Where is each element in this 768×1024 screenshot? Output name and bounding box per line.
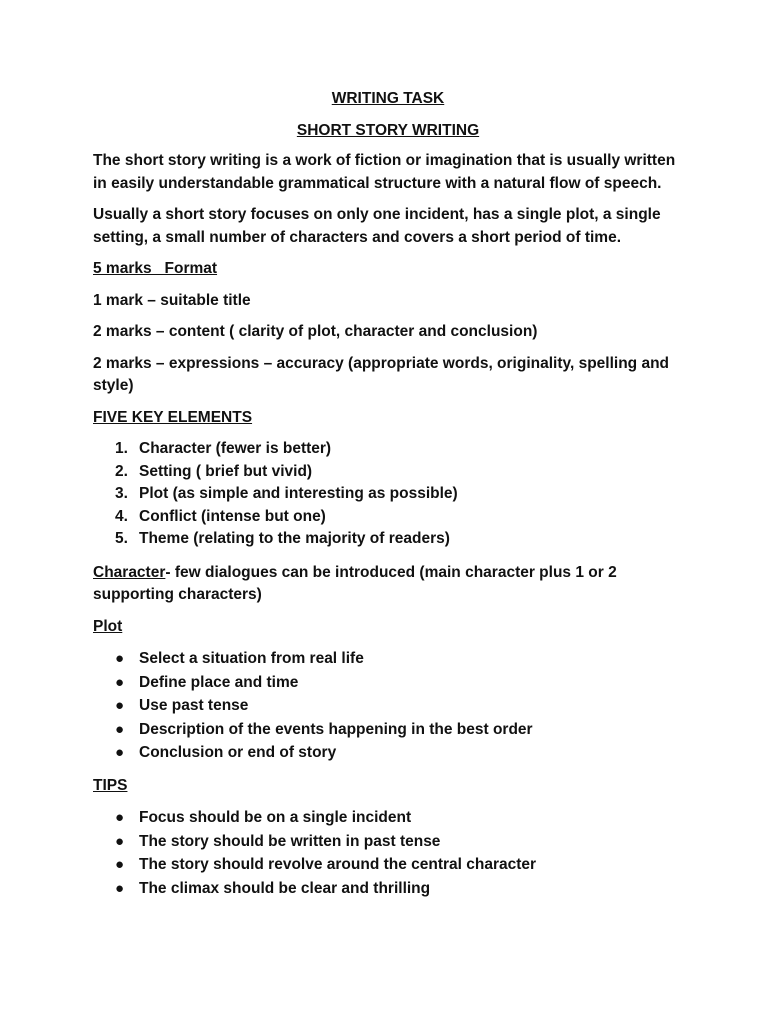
list-item-text: Select a situation from real life: [139, 650, 364, 667]
list-item-text: Plot (as simple and interesting as possible): [139, 485, 458, 502]
list-item: [93, 694, 683, 718]
bullet-icon: ●: [115, 809, 125, 826]
character-label: Character: [93, 563, 166, 581]
bullet-icon: ●: [115, 697, 125, 714]
tips-heading-text: TIPS: [93, 776, 128, 794]
tips-list: [93, 806, 683, 900]
list-item-text: The story should revolve around the central character: [139, 856, 537, 873]
bullet-icon: ●: [115, 879, 125, 897]
list-number: 2.: [115, 462, 128, 480]
list-item-text: The climax should be clear and thrilling: [139, 879, 431, 897]
bullet-icon: ●: [115, 744, 125, 761]
list-item-text: Define place and time: [139, 673, 299, 691]
tips-heading: [93, 775, 683, 798]
bullet-icon: ●: [115, 720, 125, 738]
list-item-text: Description of the events happening in the best order: [139, 720, 533, 738]
list-item: [93, 853, 683, 877]
list-number: 4.: [115, 507, 128, 525]
list-number: 5.: [115, 530, 128, 547]
list-number: 3.: [115, 485, 128, 502]
list-item: [93, 647, 683, 671]
list-item: [93, 830, 683, 854]
mark-line-1: 1 mark – suitable title: [93, 291, 251, 309]
plot-heading: [93, 616, 683, 639]
document-title: WRITING TASK: [331, 90, 445, 107]
character-text: - few dialogues can be introduced (main character plus 1 or 2 supporting characters): [93, 563, 617, 603]
document-page: [93, 88, 683, 900]
marks-heading: [93, 258, 683, 281]
bullet-icon: ●: [115, 832, 125, 850]
list-item: [93, 506, 683, 529]
list-item: [93, 438, 683, 461]
list-item: [93, 877, 683, 901]
bullet-icon: ●: [115, 650, 125, 667]
list-item: [93, 461, 683, 484]
list-item-text: Use past tense: [139, 697, 249, 714]
list-item: [93, 528, 683, 551]
plot-heading-text: Plot: [93, 617, 123, 635]
bullet-icon: ●: [115, 856, 125, 873]
intro-paragraph-2: Usually a short story focuses on only one incident, has a single plot, a single setting, a small number of characters and covers a short period of time.: [93, 206, 661, 246]
list-number: 1.: [115, 440, 128, 457]
elements-heading-text: FIVE KEY ELEMENTS: [93, 408, 253, 426]
list-item: [93, 806, 683, 830]
list-item: [93, 671, 683, 695]
bullet-icon: ●: [115, 673, 125, 691]
mark-line-3: 2 marks – expressions – accuracy (appropriate words, originality, spelling and style): [93, 354, 670, 394]
list-item-text: Character (fewer is better): [139, 440, 332, 457]
list-item-text: Focus should be on a single incident: [139, 809, 412, 826]
list-item-text: Conclusion or end of story: [139, 744, 337, 761]
elements-heading: [93, 407, 683, 430]
list-item-text: Conflict (intense but one): [139, 507, 326, 525]
intro-paragraph-1: The short story writing is a work of fiction or imagination that is usually written in easily understandable grammatical structure with a natural flow of speech.: [93, 152, 676, 192]
plot-list: [93, 647, 683, 765]
list-item-text: Theme (relating to the majority of readers): [139, 530, 450, 547]
marks-heading-text: 5 marks Format: [93, 260, 218, 277]
mark-line-2: 2 marks – content ( clarity of plot, character and conclusion): [93, 323, 538, 340]
list-item: [93, 741, 683, 765]
list-item-text: The story should be written in past tense: [139, 832, 441, 850]
list-item: [93, 718, 683, 742]
elements-list: [93, 438, 683, 551]
document-subtitle: SHORT STORY WRITING: [296, 121, 480, 139]
list-item-text: Setting ( brief but vivid): [139, 462, 313, 480]
list-item: [93, 483, 683, 506]
character-paragraph: [93, 562, 683, 607]
